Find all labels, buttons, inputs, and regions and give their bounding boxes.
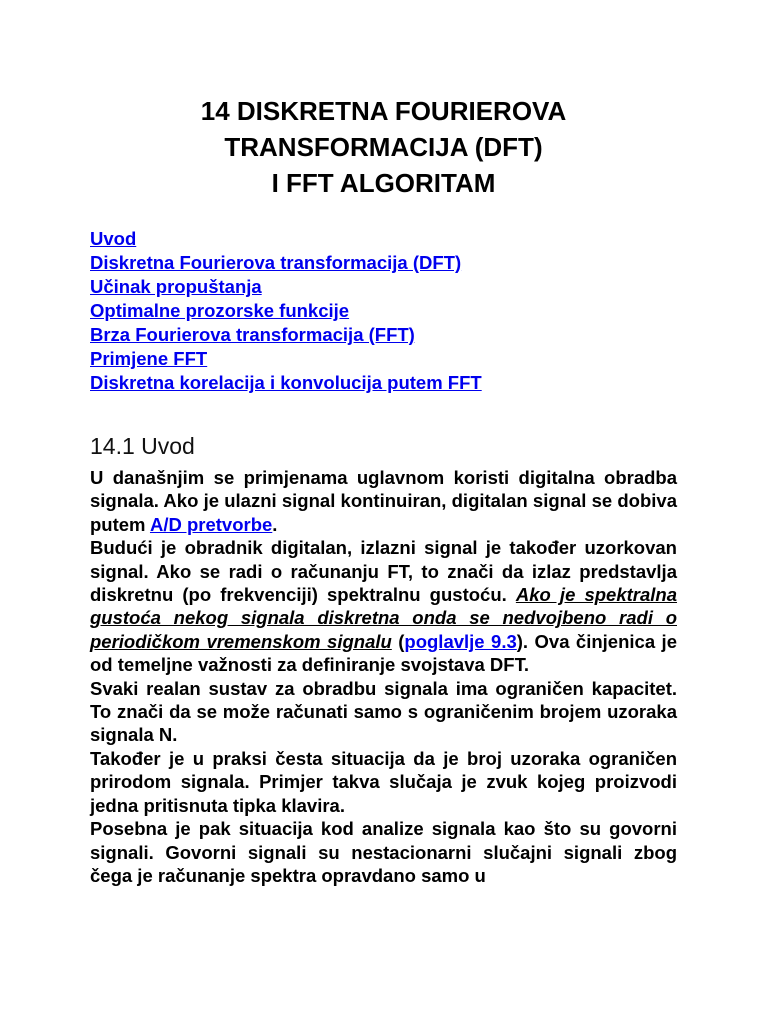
paragraph-1-text: U današnjim se primjenama uglavnom koristi digitalna obradba signala. Ako je ulazni signal kontinuiran, digitalan signal se dobiva putem	[90, 467, 677, 535]
paragraph-2-open-paren: (	[391, 630, 405, 652]
document-title	[90, 93, 677, 201]
title-line-2: TRANSFORMACIJA (DFT)	[224, 132, 543, 162]
table-of-contents	[90, 227, 677, 395]
toc-item	[90, 275, 677, 299]
toc-item	[90, 347, 677, 371]
paragraph-1-end: .	[272, 513, 278, 535]
toc-item	[90, 323, 677, 347]
toc-link-korelacija-konvolucija[interactable]: Diskretna korelacija i konvolucija putem FFT	[90, 372, 482, 393]
paragraph-2-emphasis: Ako je spektralna gustoća nekog signala diskretna onda se nedvojbeno radi o periodičkom vremenskom signalu	[90, 584, 678, 652]
paragraph-2-end: ). Ova činjenica je od temeljne važnosti za definiranje svojstava DFT.	[90, 630, 677, 676]
toc-item	[90, 251, 677, 275]
toc-link-fft[interactable]: Brza Fourierova transformacija (FFT)	[90, 324, 415, 345]
toc-link-prozorske-funkcije[interactable]: Optimalne prozorske funkcije	[90, 300, 350, 321]
link-poglavlje-9-3[interactable]: poglavlje 9.3	[404, 630, 517, 652]
toc-link-uvod[interactable]: Uvod	[90, 228, 137, 249]
title-line-3: I FFT ALGORITAM	[271, 168, 496, 198]
paragraph-3: Svaki realan sustav za obradbu signala ima ograničen kapacitet. To znači da se može računati samo s ograničenim brojem uzoraka signala N.	[90, 677, 677, 746]
title-line-1: 14 DISKRETNA FOURIEROVA	[200, 96, 567, 126]
paragraph-1	[90, 466, 677, 536]
paragraph-5: Posebna je pak situacija kod analize signala kao što su govorni signali. Govorni signali su nestacionarni slučajni signali zbog čega je računanje spektra opravdano samo u	[90, 818, 677, 886]
toc-item	[90, 299, 677, 323]
toc-item	[90, 371, 677, 395]
document-page	[90, 93, 677, 887]
paragraph-2-text: Budući je obradnik digitalan, izlazni signal je također uzorkovan signal. Ako se radi o računanju FT, to znači da izlaz predstavlja diskretnu (po frekvenciji) spektralnu gustoću.	[90, 537, 677, 606]
toc-link-primjene-fft[interactable]: Primjene FFT	[90, 348, 208, 369]
section-heading: 14.1 Uvod	[90, 433, 195, 459]
toc-item	[90, 227, 677, 251]
toc-link-dft[interactable]: Diskretna Fourierova transformacija (DFT)	[90, 252, 462, 273]
link-ad-pretvorbe[interactable]: A/D pretvorbe	[149, 513, 273, 535]
toc-link-ucinak-propustanja[interactable]: Učinak propuštanja	[90, 276, 262, 297]
paragraph-4: Također je u praksi česta situacija da je broj uzoraka ograničen prirodom signala. Primjer takva slučaja je zvuk kojeg proizvodi jedna pritisnuta tipka klavira.	[90, 747, 677, 816]
paragraph-2	[90, 536, 677, 676]
